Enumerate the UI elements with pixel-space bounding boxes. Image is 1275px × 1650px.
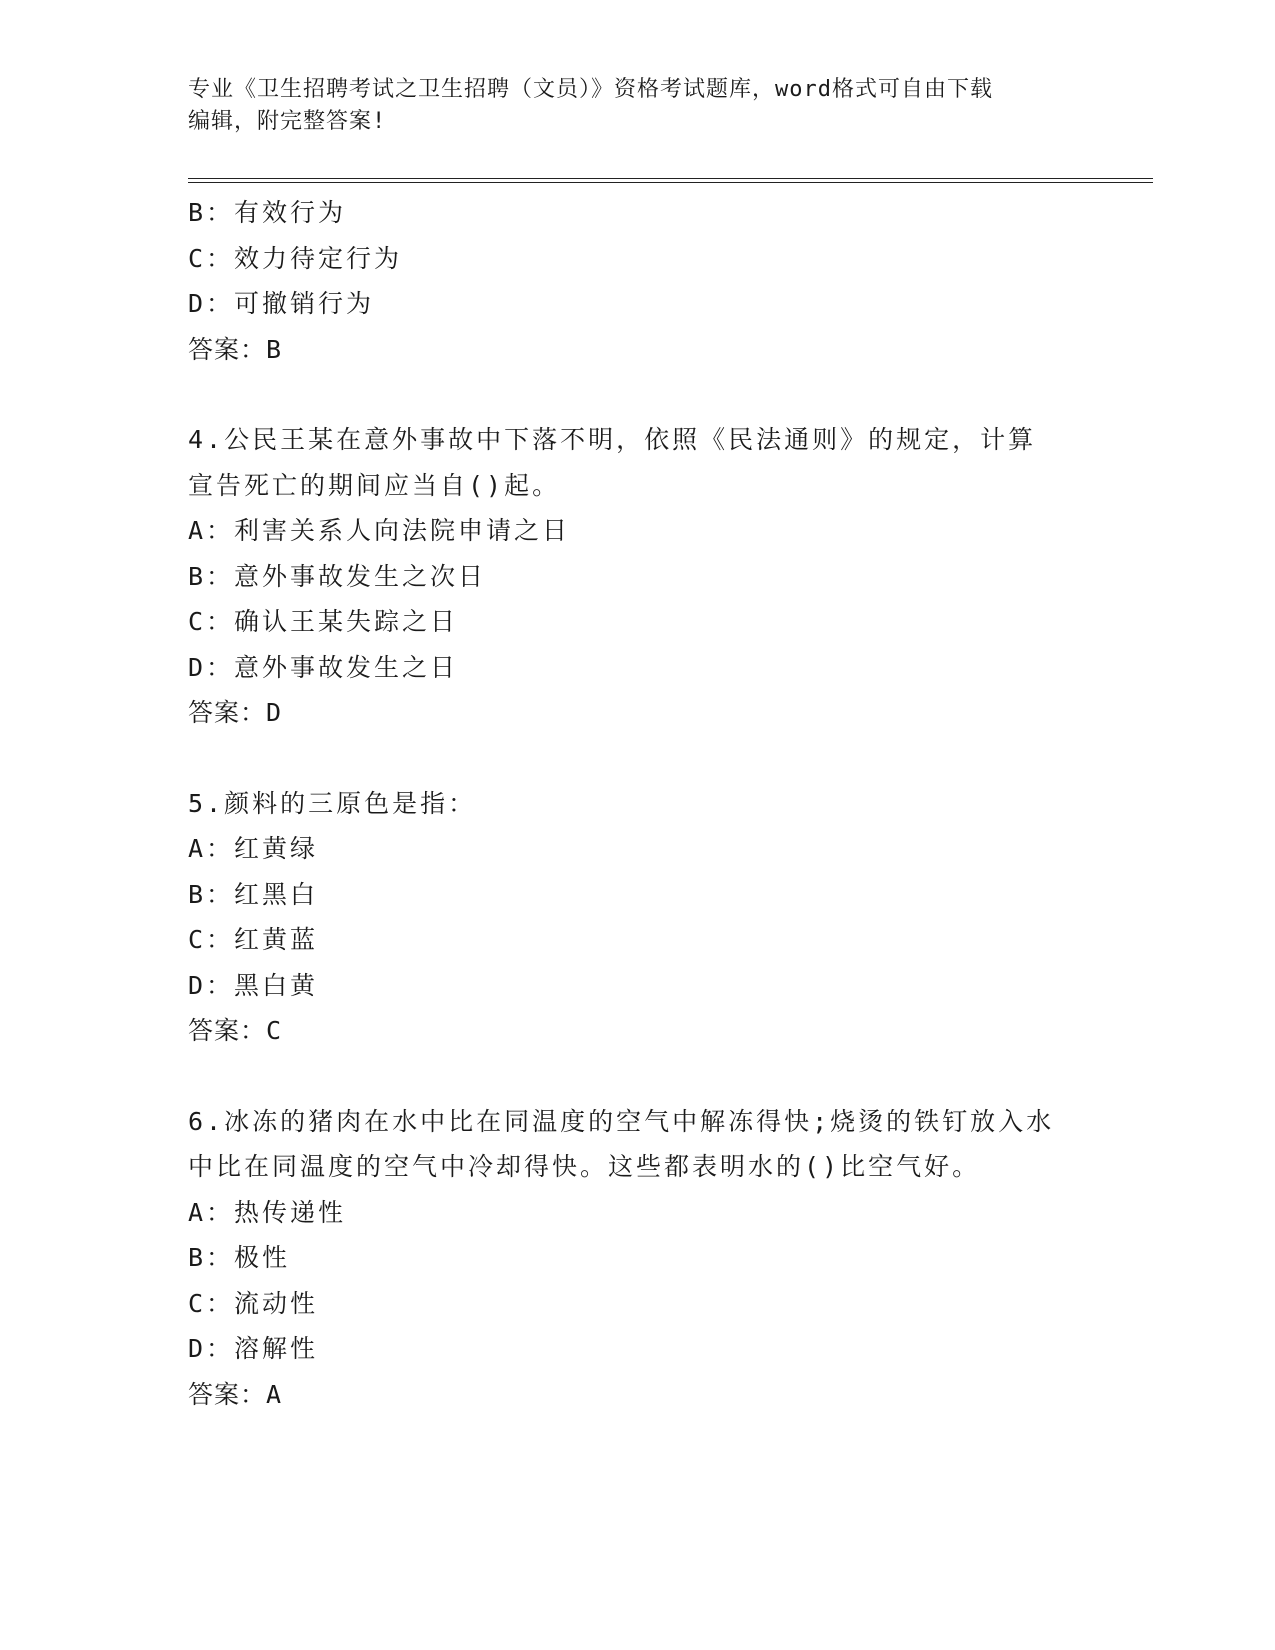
option-d: D：可撤销行为 — [188, 289, 375, 318]
question-text: 4.公民王某在意外事故中下落不明，依照《民法通则》的规定，计算 — [188, 425, 1037, 454]
document-header — [188, 74, 1088, 138]
option-c: C：确认王某失踪之日 — [188, 607, 459, 636]
answer: 答案：D — [188, 698, 283, 727]
header-rule-bottom — [188, 182, 1153, 183]
option-d: D：黑白黄 — [188, 970, 319, 1000]
header-line-1: 专业《卫生招聘考试之卫生招聘（文员）》资格考试题库，word格式可自由下载 — [188, 77, 993, 102]
option-b: B：有效行为 — [188, 198, 347, 227]
previous-question-tail — [188, 190, 1088, 372]
question-6 — [188, 1099, 1088, 1418]
option-a: A：热传递性 — [188, 1197, 347, 1227]
option-c: C：红黄蓝 — [188, 925, 319, 954]
answer: 答案：A — [188, 1379, 283, 1409]
question-list — [188, 190, 1088, 1417]
option-d: D：意外事故发生之日 — [188, 652, 459, 682]
header-line-2: 编辑，附完整答案! — [188, 109, 387, 134]
answer: 答案：C — [188, 1016, 283, 1045]
option-b: B：红黑白 — [188, 879, 319, 909]
question-text-cont: 中比在同温度的空气中冷却得快。这些都表明水的()比空气好。 — [188, 1152, 981, 1181]
option-c: C：流动性 — [188, 1288, 319, 1318]
question-5 — [188, 781, 1088, 1054]
question-text: 6.冰冻的猪肉在水中比在同温度的空气中解冻得快;烧烫的铁钉放入水 — [188, 1106, 1055, 1136]
option-d: D：溶解性 — [188, 1334, 319, 1363]
option-b: B：意外事故发生之次日 — [188, 561, 487, 591]
option-a: A：红黄绿 — [188, 834, 319, 863]
question-4 — [188, 417, 1088, 736]
answer: 答案：B — [188, 334, 283, 364]
option-c: C：效力待定行为 — [188, 243, 403, 273]
question-text-cont: 宣告死亡的期间应当自()起。 — [188, 470, 561, 500]
header-rule-top — [188, 178, 1153, 179]
question-text: 5.颜料的三原色是指： — [188, 788, 477, 818]
option-a: A：利害关系人向法院申请之日 — [188, 516, 571, 545]
option-b: B：极性 — [188, 1243, 291, 1272]
